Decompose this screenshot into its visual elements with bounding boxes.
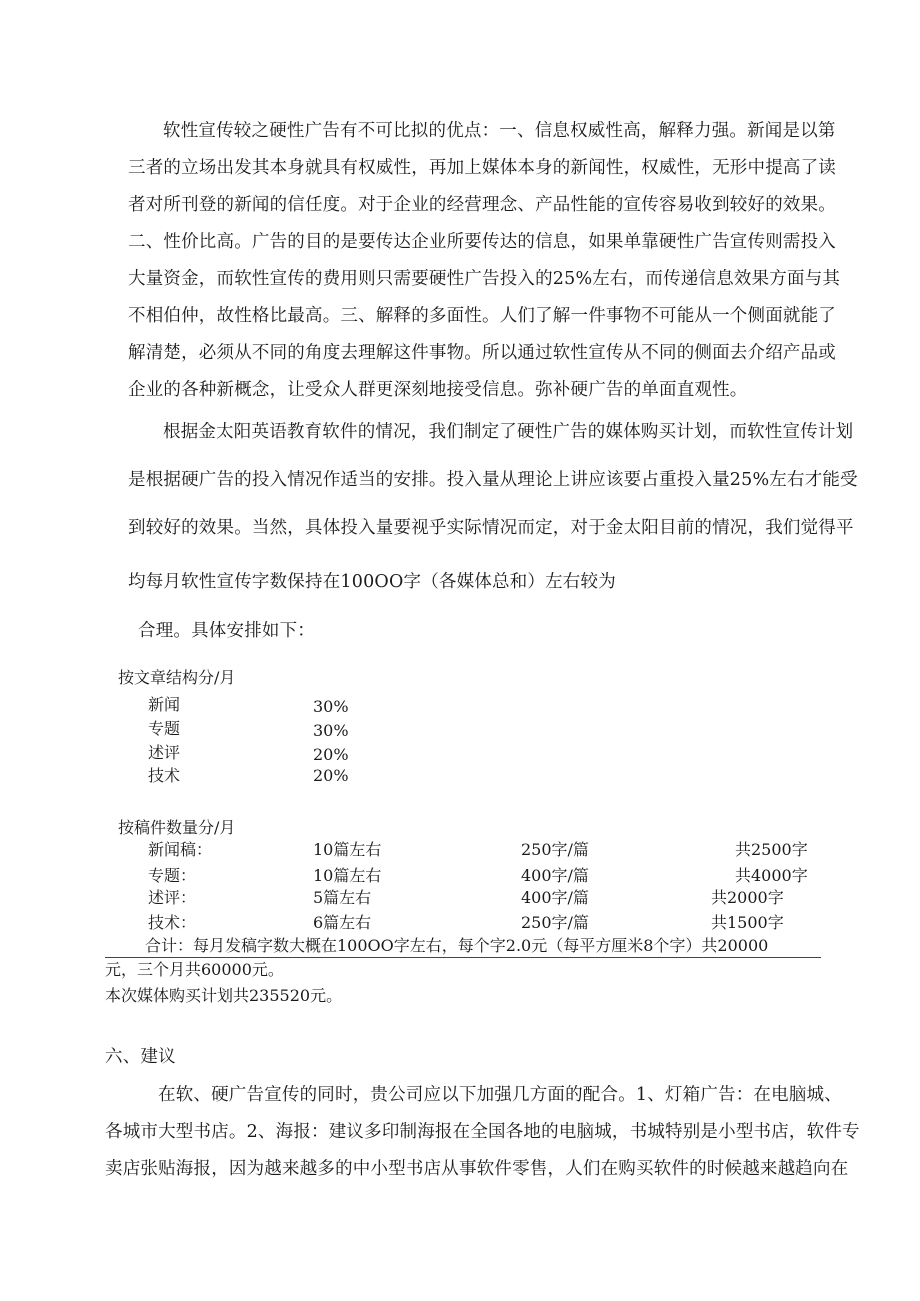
quantity-total: 共2000字 <box>711 888 784 907</box>
structure-label: 述评 <box>148 743 181 762</box>
quantity-label: 技术： <box>148 913 197 932</box>
structure-value: 20% <box>313 745 349 764</box>
text-line: 软性宣传较之硬性广告有不可比拟的优点：一、信息权威性高，解释力强。新闻是以第 <box>163 121 836 141</box>
structure-value: 30% <box>313 721 349 740</box>
text-line: 者对所刊登的新闻的信任度。对于企业的经营理念、产品性能的宣传容易收到较好的效果。 <box>128 195 836 215</box>
text-line: 卖店张贴海报，因为越来越多的中小型书店从事软件零售，人们在购买软件的时候越来越趋向在 <box>105 1159 849 1179</box>
summary-line: 元，三个月共60000元。 <box>105 960 284 979</box>
structure-label: 新闻 <box>148 695 181 714</box>
quantity-per: 400字/篇 <box>521 866 589 885</box>
structure-label: 专题 <box>148 719 181 738</box>
quantity-count: 10篇左右 <box>313 840 382 859</box>
quantity-label: 述评： <box>148 888 197 907</box>
quantity-per: 250字/篇 <box>521 913 589 932</box>
structure-label: 技术 <box>148 766 181 785</box>
text-line: 三者的立场出发其本身就具有权威性，再加上媒体本身的新闻性，权威性，无形中提高了读 <box>128 158 836 178</box>
text-line: 合理。具体安排如下： <box>138 621 315 641</box>
text-line: 企业的各种新概念，让受众人群更深刻地接受信息。弥补硬广告的单面直观性。 <box>128 380 748 400</box>
quantity-count: 10篇左右 <box>313 866 382 885</box>
structure-value: 20% <box>313 766 349 785</box>
text-line: 大量资金，而软性宣传的费用则只需要硬性广告投入的25%左右，而传递信息效果方面与其 <box>128 269 841 289</box>
text-line: 解清楚，必须从不同的角度去理解这件事物。所以通过软性宣传从不同的侧面去介绍产品或 <box>128 343 836 363</box>
plan-total: 本次媒体购买计划共235520元。 <box>105 986 343 1005</box>
quantity-count: 5篇左右 <box>313 888 372 907</box>
quantity-label: 专题： <box>148 866 197 885</box>
structure-value: 30% <box>313 697 349 716</box>
section-title: 六、建议 <box>105 1047 176 1067</box>
structure-heading: 按文章结构分/月 <box>118 668 236 687</box>
text-line: 二、性价比高。广告的目的是要传达企业所要传达的信息，如果单靠硬性广告宣传则需投入 <box>128 232 836 252</box>
summary-line: 合计：每月发稿字数大概在100OO字左右，每个字2.0元（每平方厘米8个字）共20000 <box>145 936 769 955</box>
text-line: 各城市大型书店。2、海报：建议多印制海报在全国各地的电脑城，书城特别是小型书店，软件专 <box>105 1122 860 1142</box>
quantity-label: 新闻稿： <box>148 840 213 859</box>
text-line: 根据金太阳英语教育软件的情况，我们制定了硬性广告的媒体购买计划，而软性宣传计划 <box>163 422 854 442</box>
quantity-per: 400字/篇 <box>521 888 589 907</box>
quantity-total: 共4000字 <box>735 866 808 885</box>
text-line: 到较好的效果。当然，具体投入量要视乎实际情况而定，对于金太阳目前的情况，我们觉得平 <box>128 518 854 538</box>
text-line: 不相伯仲，故性格比最高。三、解释的多面性。人们了解一件事物不可能从一个侧面就能了 <box>128 306 836 326</box>
quantity-total: 共1500字 <box>711 913 784 932</box>
text-line: 是根据硬广告的投入情况作适当的安排。投入量从理论上讲应该要占重投入量25%左右才能受 <box>128 470 858 490</box>
quantity-count: 6篇左右 <box>313 913 372 932</box>
text-line: 均每月软性宣传字数保持在100OO字（各媒体总和）左右较为 <box>128 572 616 592</box>
text-line: 在软、硬广告宣传的同时，贵公司应以下加强几方面的配合。1、灯箱广告：在电脑城、 <box>158 1085 842 1105</box>
divider <box>105 957 821 958</box>
quantity-heading: 按稿件数量分/月 <box>118 818 236 837</box>
quantity-total: 共2500字 <box>735 840 808 859</box>
quantity-per: 250字/篇 <box>521 840 589 859</box>
